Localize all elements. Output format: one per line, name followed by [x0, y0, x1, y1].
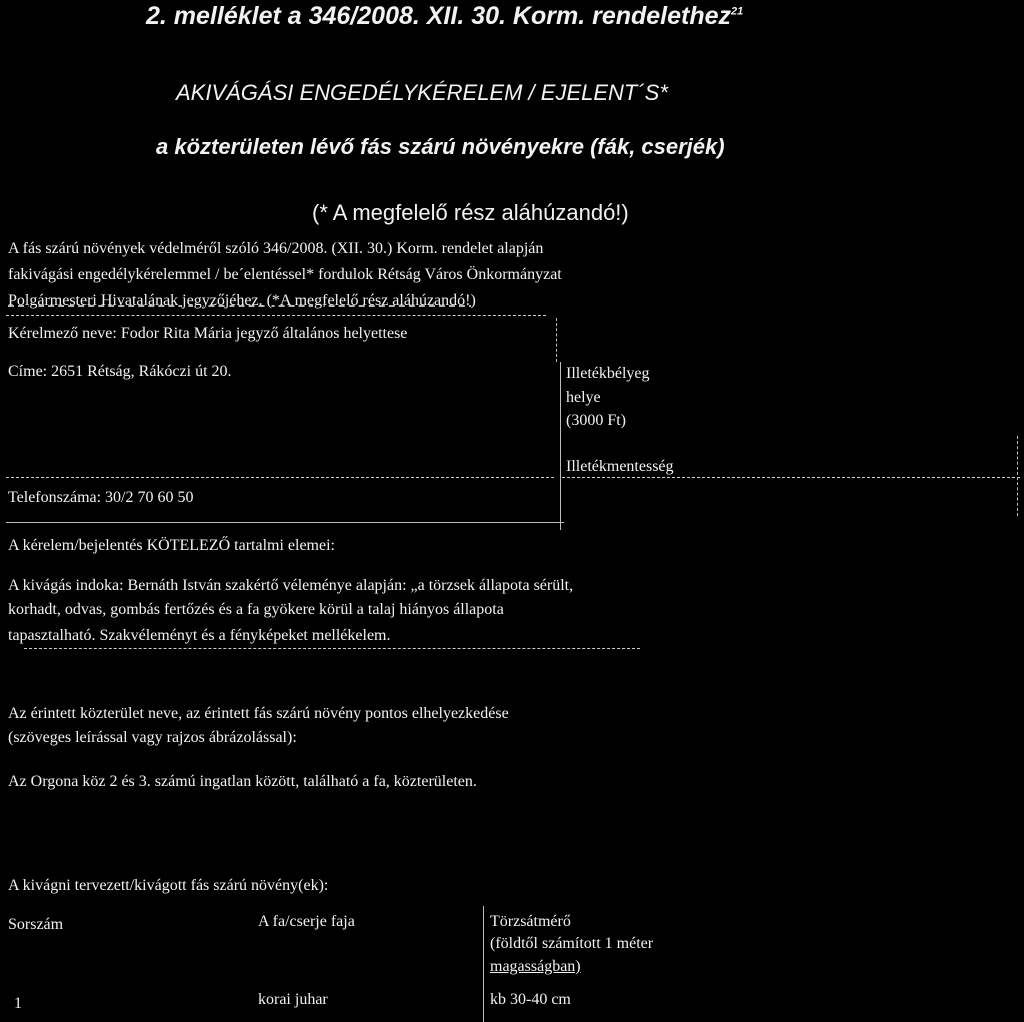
- location-label-2: (szöveges leírással vagy rajzos ábrázolással):: [8, 729, 297, 746]
- form-subtitle: a közterületen lévő fás szárú növényekre (fák, cserjék): [156, 134, 725, 159]
- applicant-address: Címe: 2651 Rétság, Rákóczi út 20.: [8, 363, 232, 380]
- instruction-note: (* A megfelelő rész aláhúzandó!): [312, 200, 629, 225]
- table-row: [0, 991, 1024, 1016]
- header-title: 2. melléklet a 346/2008. XII. 30. Korm. rendelethez$^{21}$: [146, 2, 744, 30]
- stamp-box-exemption: Illetékmentesség: [566, 458, 674, 475]
- stamp-box-label-1: Illetékbélyeg: [566, 365, 650, 382]
- reason-line-2: korhadt, odvas, gombás fertőzés és a fa gyökere körül a talaj hiányos állapota: [8, 601, 504, 618]
- col-header-diameter-3: magasságban): [490, 958, 581, 975]
- col-header-species: A fa/cserje faja: [258, 913, 355, 930]
- stamp-box-upper-border: [556, 318, 557, 362]
- intro-line-2: fakivágási engedélykérelemmel / be´elentéssel* fordulok Rétság Város Önkormányzat: [8, 266, 562, 283]
- intro-line-1: A fás szárú növények védelméről szóló 346/2008. (XII. 30.) Korm. rendelet alapján: [8, 240, 544, 257]
- location-value: Az Orgona köz 2 és 3. számú ingatlan között, található a fa, közterületen.: [8, 773, 477, 790]
- applicant-bottom-rule: [6, 522, 564, 523]
- stamp-box-left-border: [560, 362, 561, 530]
- applicant-name: Kérelmező neve: Fodor Rita Mária jegyző általános helyettese: [8, 325, 408, 342]
- applicant-top-rule: [6, 315, 546, 316]
- row-number: 1: [14, 995, 22, 1012]
- trees-heading: A kivágni tervezett/kivágott fás szárú növény(ek):: [8, 877, 329, 894]
- footnote-marker: 21: [731, 5, 744, 18]
- applicant-phone: Telefonszáma: 30/2 70 60 50: [8, 489, 194, 506]
- row-species: korai juhar: [258, 991, 328, 1008]
- exemption-rule: [562, 477, 1020, 478]
- col-header-diameter-2: (földtől számított 1 méter: [490, 935, 654, 952]
- location-label-1: Az érintett közterület neve, az érintett fás szárú növény pontos elhelyezkedése: [8, 705, 509, 722]
- col-header-number: Sorszám: [8, 916, 64, 933]
- row-diameter: kb 30-40 cm: [490, 991, 571, 1008]
- stamp-box-label-3: (3000 Ft): [566, 412, 626, 429]
- intro-line-3: Polgármesteri Hivatalának jegyzőjéhez. (*A megfelelő rész aláhúzandó!): [8, 292, 476, 309]
- phone-top-rule: [6, 477, 554, 478]
- reason-underline: [24, 648, 640, 649]
- form-title: AKIVÁGÁSI ENGEDÉLYKÉRELEM / EJELENT´S*: [176, 80, 668, 105]
- reason-line-3: tapasztalható. Szakvéleményt és a fényképeket mellékelem.: [8, 627, 391, 644]
- mandatory-heading: A kérelem/bejelentés KÖTELEZŐ tartalmi elemei:: [8, 537, 335, 554]
- col-header-diameter-1: Törzsátmérő: [490, 913, 571, 930]
- reason-line-1: A kivágás indoka: Bernáth István szakértő véleménye alapján: „a törzsek állapota sérült,: [8, 577, 574, 594]
- stamp-box-label-2: helye: [566, 389, 601, 406]
- stamp-box-right-border: [1017, 436, 1018, 516]
